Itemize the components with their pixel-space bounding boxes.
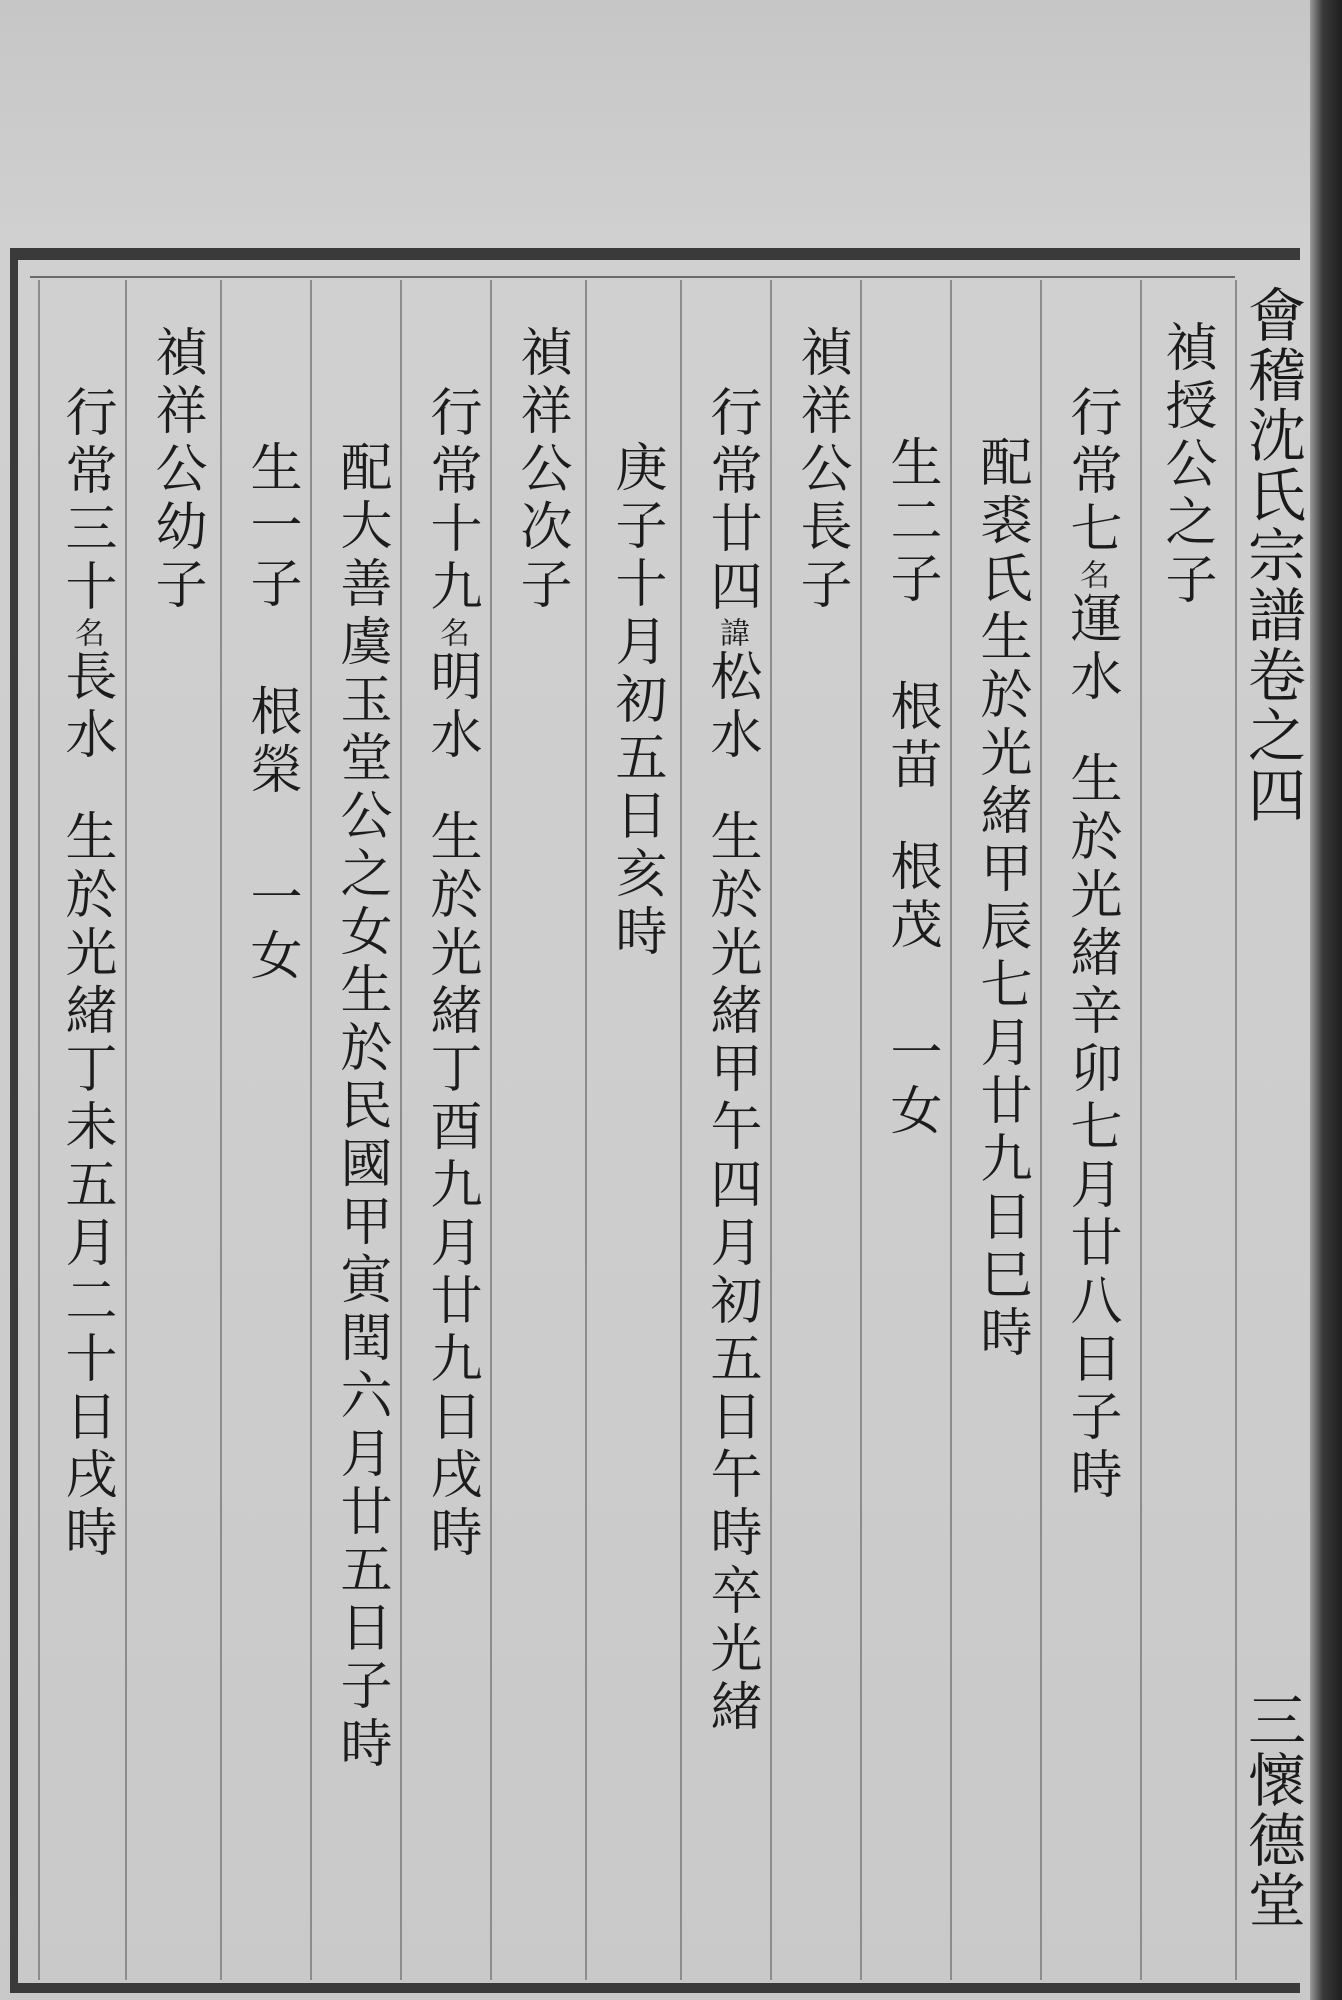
genealogy-column: 禎祥公長子 (791, 325, 851, 615)
frame-inner-rule (30, 276, 1235, 278)
genealogy-column: 生一子根榮一女 (241, 440, 301, 986)
genealogy-column: 行常七名運水生於光緒辛卯七月廿八日子時 (1061, 385, 1121, 1505)
column-rule (680, 280, 682, 1980)
column-rule (950, 280, 952, 1980)
column-rule (400, 280, 402, 1980)
column-rule (860, 280, 862, 1980)
book-title: 會稽沈氏宗譜卷之四 (1238, 285, 1306, 825)
genealogy-column: 庚子十月初五日亥時 (606, 440, 666, 962)
column-rule (38, 280, 40, 1980)
genealogy-column: 行常廿四諱松水生於光緒甲午四月初五日午時卒光緒 (701, 385, 761, 1737)
column-rule (125, 280, 127, 1980)
genealogy-column: 行常十九名明水生於光緒丁酉九月廿九日戌時 (421, 385, 481, 1563)
column-rule (220, 280, 222, 1980)
column-rule (310, 280, 312, 1980)
column-rule (1235, 280, 1237, 1980)
genealogy-column: 禎祥公次子 (511, 325, 571, 615)
genealogy-column: 行常三十名長水生於光緒丁未五月二十日戌時 (56, 385, 116, 1563)
book-spine-edge (1310, 0, 1342, 2000)
column-rule (1140, 280, 1142, 1980)
column-rule (490, 280, 492, 1980)
genealogy-column: 生二子根苗根茂一女 (881, 435, 941, 1141)
genealogy-column: 禎祥公幼子 (146, 325, 206, 615)
hall-name: 三懷德堂 (1238, 1690, 1306, 1930)
genealogy-column: 配裘氏生於光緒甲辰七月廿九日巳時 (971, 435, 1031, 1363)
genealogy-column: 配大善虞玉堂公之女生於民國甲寅閏六月廿五日子時 (331, 440, 391, 1774)
column-rule (585, 280, 587, 1980)
genealogy-column: 禎授公之子 (1156, 320, 1216, 610)
column-rule (1040, 280, 1042, 1980)
column-rule (770, 280, 772, 1980)
